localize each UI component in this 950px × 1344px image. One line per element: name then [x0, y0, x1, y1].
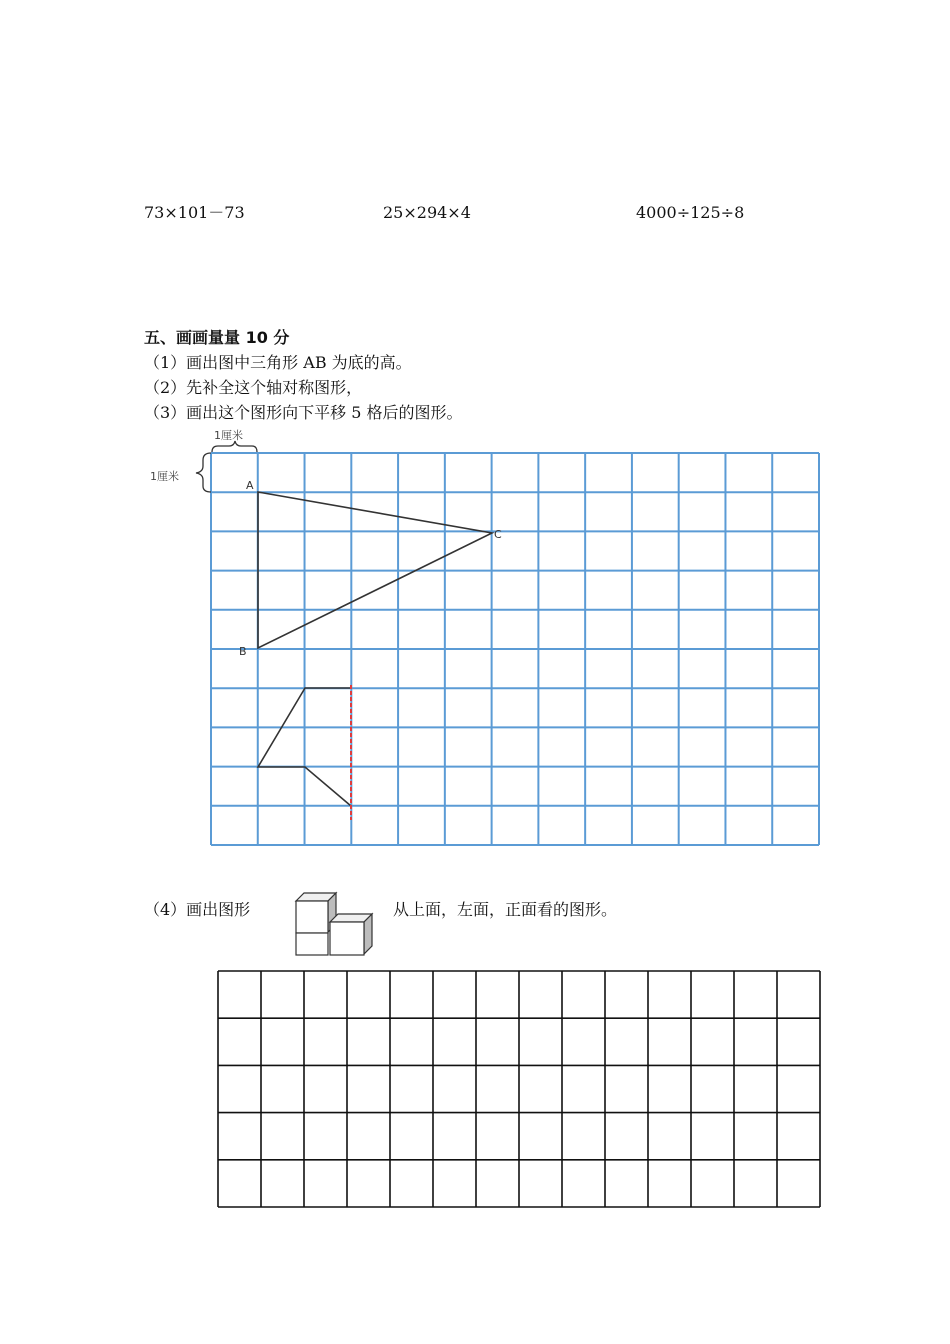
expression-3: 4000÷125÷8 — [636, 203, 745, 222]
section-heading: 五、画画量量 10 分 — [144, 328, 290, 347]
scale-label-left: 1厘米 — [150, 470, 179, 483]
question-2: （2）先补全这个轴对称图形， — [144, 378, 363, 397]
cube-figure — [296, 893, 372, 955]
question-1: （1）画出图中三角形 AB 为底的高。 — [144, 353, 412, 372]
expression-2: 25×294×4 — [383, 203, 471, 222]
blue-grid — [211, 453, 819, 845]
expression-1: 73×101－73 — [144, 203, 245, 222]
question-3: （3）画出这个图形向下平移 5 格后的图形。 — [144, 403, 463, 422]
answer-grid — [218, 971, 820, 1207]
scale-brace-top — [212, 441, 257, 452]
vertex-c-label: C — [494, 528, 502, 541]
scale-label-top: 1厘米 — [214, 429, 243, 442]
vertex-a-label: A — [246, 479, 254, 492]
vertex-b-label: B — [239, 645, 247, 658]
question-4-prefix: （4）画出图形 — [144, 900, 251, 919]
question-4-suffix: 从上面，左面，正面看的图形。 — [393, 900, 618, 919]
scale-brace-left — [196, 453, 211, 492]
